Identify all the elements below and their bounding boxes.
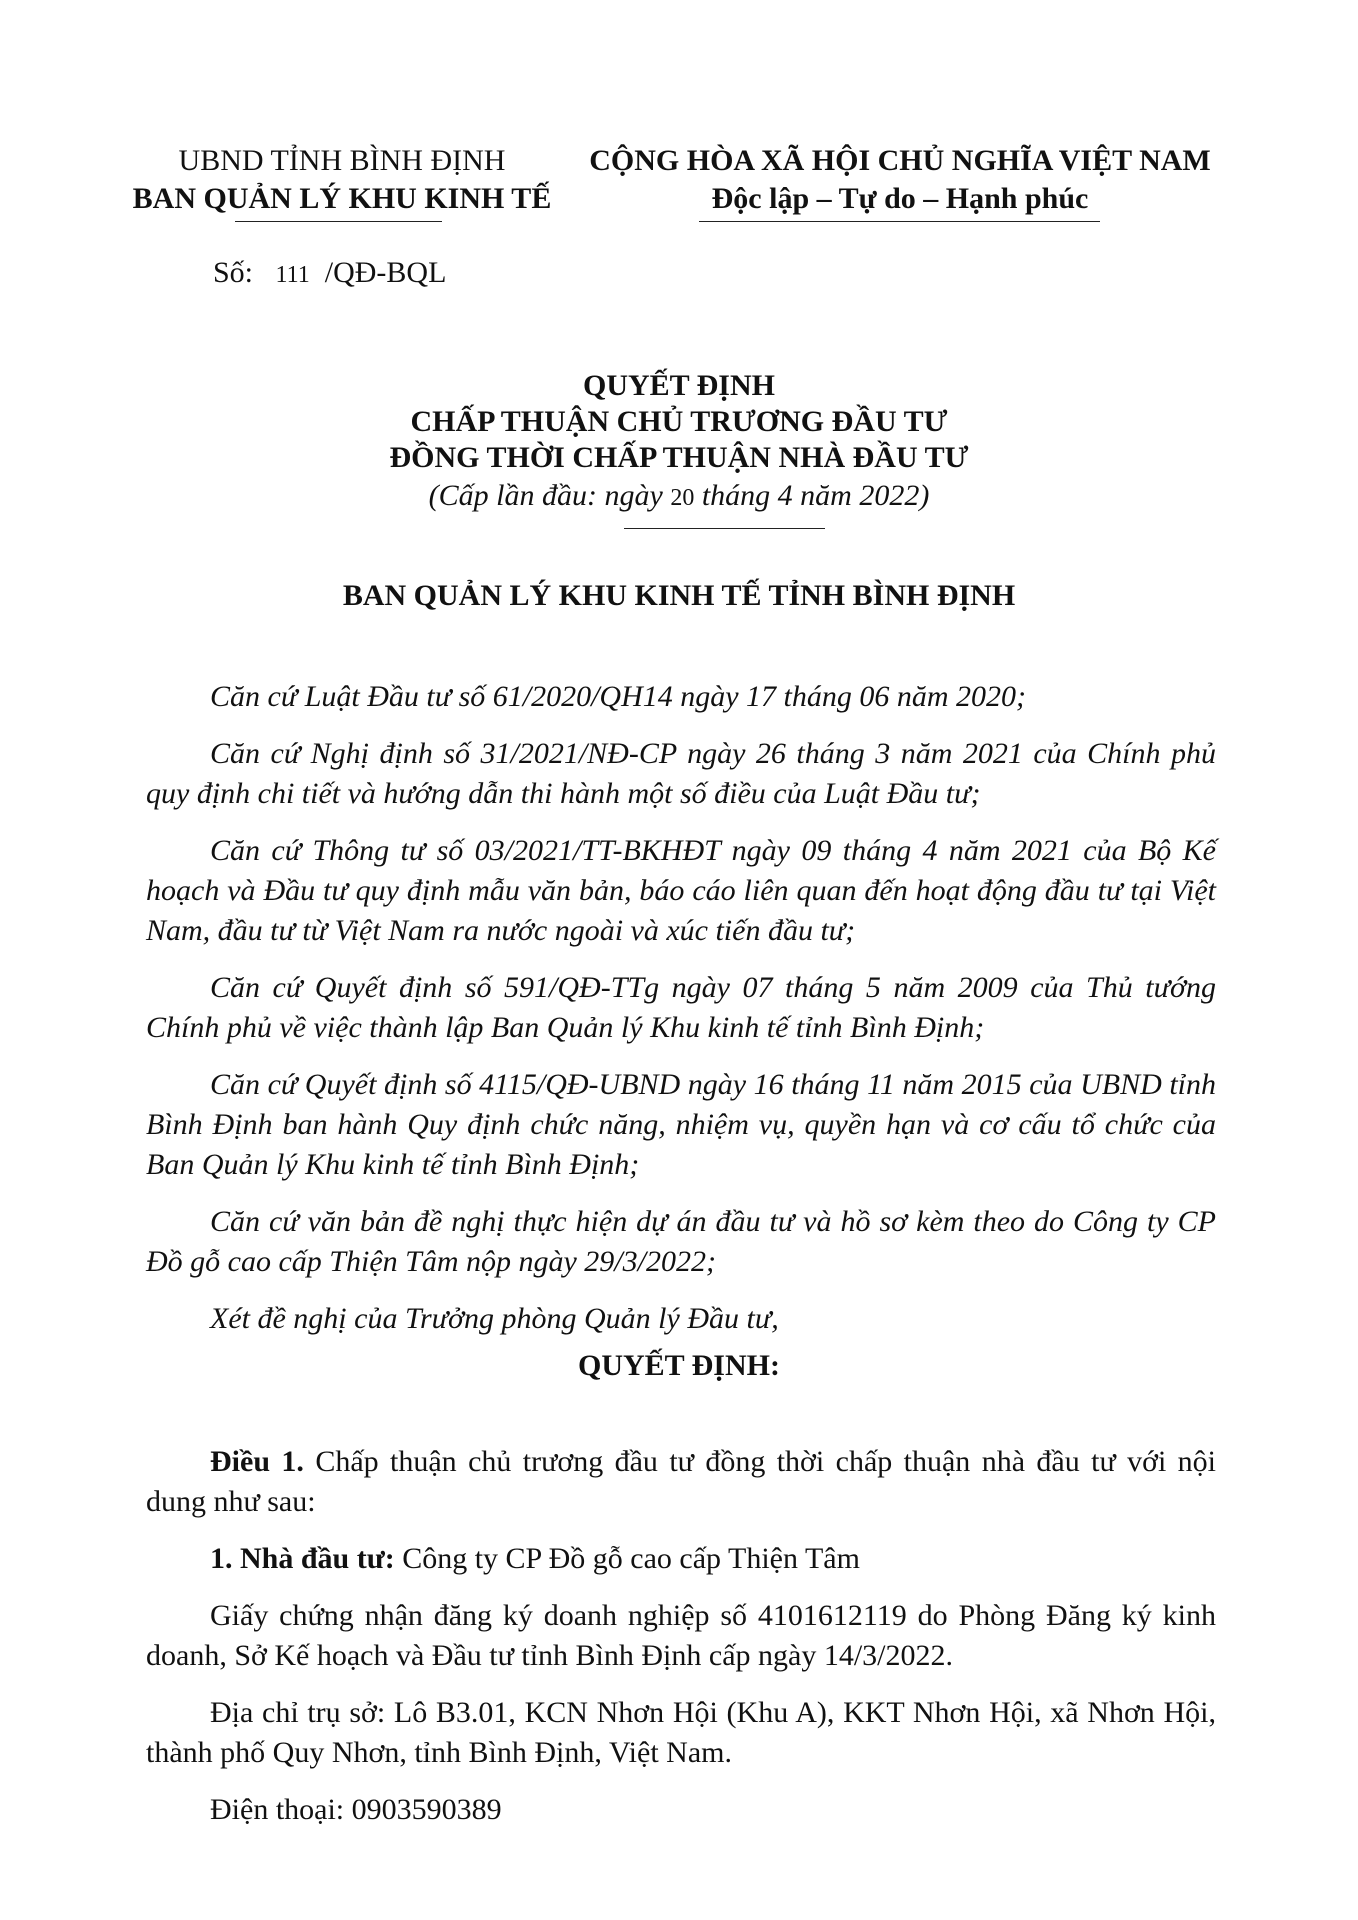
legal-basis: Căn cứ văn bản đề nghị thực hiện dự án đầu tư và hồ sơ kèm theo do Công ty CP Đồ gỗ cao cấp Thiện Tâm nộp ngày 29/3/2022; <box>146 1205 1216 1278</box>
investor-line <box>146 1539 1216 1579</box>
decision-title <box>0 368 1358 518</box>
document-number-suffix: /QĐ-BQL <box>324 256 447 289</box>
investor-name: Công ty CP Đồ gỗ cao cấp Thiện Tâm <box>402 1542 860 1575</box>
legal-basis: Căn cứ Thông tư số 03/2021/TT-BKHĐT ngày 09 tháng 4 năm 2021 của Bộ Kế hoạch và Đầu tư quy định mẫu văn bản, báo cáo liên quan đến hoạt động đầu tư tại Việt Nam, đầu tư từ Việt Nam ra nước ngoài và xúc tiến đầu tư; <box>146 834 1216 947</box>
issuing-agency-block <box>112 142 572 218</box>
title-line-2: CHẤP THUẬN CHỦ TRƯƠNG ĐẦU TƯ <box>410 405 948 438</box>
article-1-label: Điều 1. <box>210 1445 304 1478</box>
title-line-3: ĐỒNG THỜI CHẤP THUẬN NHÀ ĐẦU TƯ <box>389 441 969 474</box>
title-line-1: QUYẾT ĐỊNH <box>583 369 775 402</box>
issue-date-prefix: (Cấp lần đầu: ngày <box>428 479 663 512</box>
legal-bases <box>146 677 1216 1356</box>
issue-date-underline <box>624 528 825 529</box>
decision-heading: QUYẾT ĐỊNH: <box>578 1349 780 1382</box>
investor-phone: Điện thoại: 0903590389 <box>210 1793 502 1826</box>
legal-basis: Căn cứ Luật Đầu tư số 61/2020/QH14 ngày 17 tháng 06 năm 2020; <box>210 680 1027 713</box>
decision-body <box>146 1442 1216 1847</box>
investor-address: Địa chỉ trụ sở: Lô B3.01, KCN Nhơn Hội (Khu A), KKT Nhơn Hội, xã Nhơn Hội, thành phố Quy Nhơn, tỉnh Bình Định, Việt Nam. <box>146 1696 1216 1769</box>
document-number <box>213 254 446 294</box>
issue-date-suffix: tháng 4 năm 2022) <box>701 479 930 512</box>
article-1 <box>146 1442 1216 1522</box>
investor-label: 1. Nhà đầu tư: <box>210 1542 395 1575</box>
authority-heading: BAN QUẢN LÝ KHU KINH TẾ TỈNH BÌNH ĐỊNH <box>342 579 1016 612</box>
agency-underline <box>235 221 442 222</box>
legal-basis: Căn cứ Nghị định số 31/2021/NĐ-CP ngày 26 tháng 3 năm 2021 của Chính phủ quy định chi tiết và hướng dẫn thi hành một số điều của Luật Đầu tư; <box>146 737 1216 810</box>
issuing-agency-parent: UBND TỈNH BÌNH ĐỊNH <box>178 144 506 177</box>
legal-basis: Xét đề nghị của Trưởng phòng Quản lý Đầu tư, <box>210 1302 779 1335</box>
national-motto-block <box>585 142 1215 218</box>
document-number-prefix: Số: <box>213 256 254 289</box>
issuing-agency-name: BAN QUẢN LÝ KHU KINH TẾ <box>132 182 552 215</box>
issue-day: 20 <box>670 485 695 511</box>
motto-underline <box>699 221 1100 222</box>
national-motto: Độc lập – Tự do – Hạnh phúc <box>711 182 1089 215</box>
issue-date <box>0 476 1358 518</box>
document-number-value: 111 <box>275 262 310 288</box>
investor-registration: Giấy chứng nhận đăng ký doanh nghiệp số 4101612119 do Phòng Đăng ký kinh doanh, Sở Kế hoạch và Đầu tư tỉnh Bình Định cấp ngày 14/3/2022. <box>146 1599 1216 1672</box>
article-1-text: Chấp thuận chủ trương đầu tư đồng thời chấp thuận nhà đầu tư với nội dung như sau: <box>146 1445 1217 1518</box>
legal-basis: Căn cứ Quyết định số 4115/QĐ-UBND ngày 16 tháng 11 năm 2015 của UBND tỉnh Bình Định ban hành Quy định chức năng, nhiệm vụ, quyền hạn và cơ cấu tổ chức của Ban Quản lý Khu kinh tế tỉnh Bình Định; <box>146 1068 1216 1181</box>
country-name: CỘNG HÒA XÃ HỘI CHỦ NGHĨA VIỆT NAM <box>589 144 1211 177</box>
legal-basis: Căn cứ Quyết định số 591/QĐ-TTg ngày 07 tháng 5 năm 2009 của Thủ tướng Chính phủ về việc thành lập Ban Quản lý Khu kinh tế tỉnh Bình Định; <box>146 971 1216 1044</box>
